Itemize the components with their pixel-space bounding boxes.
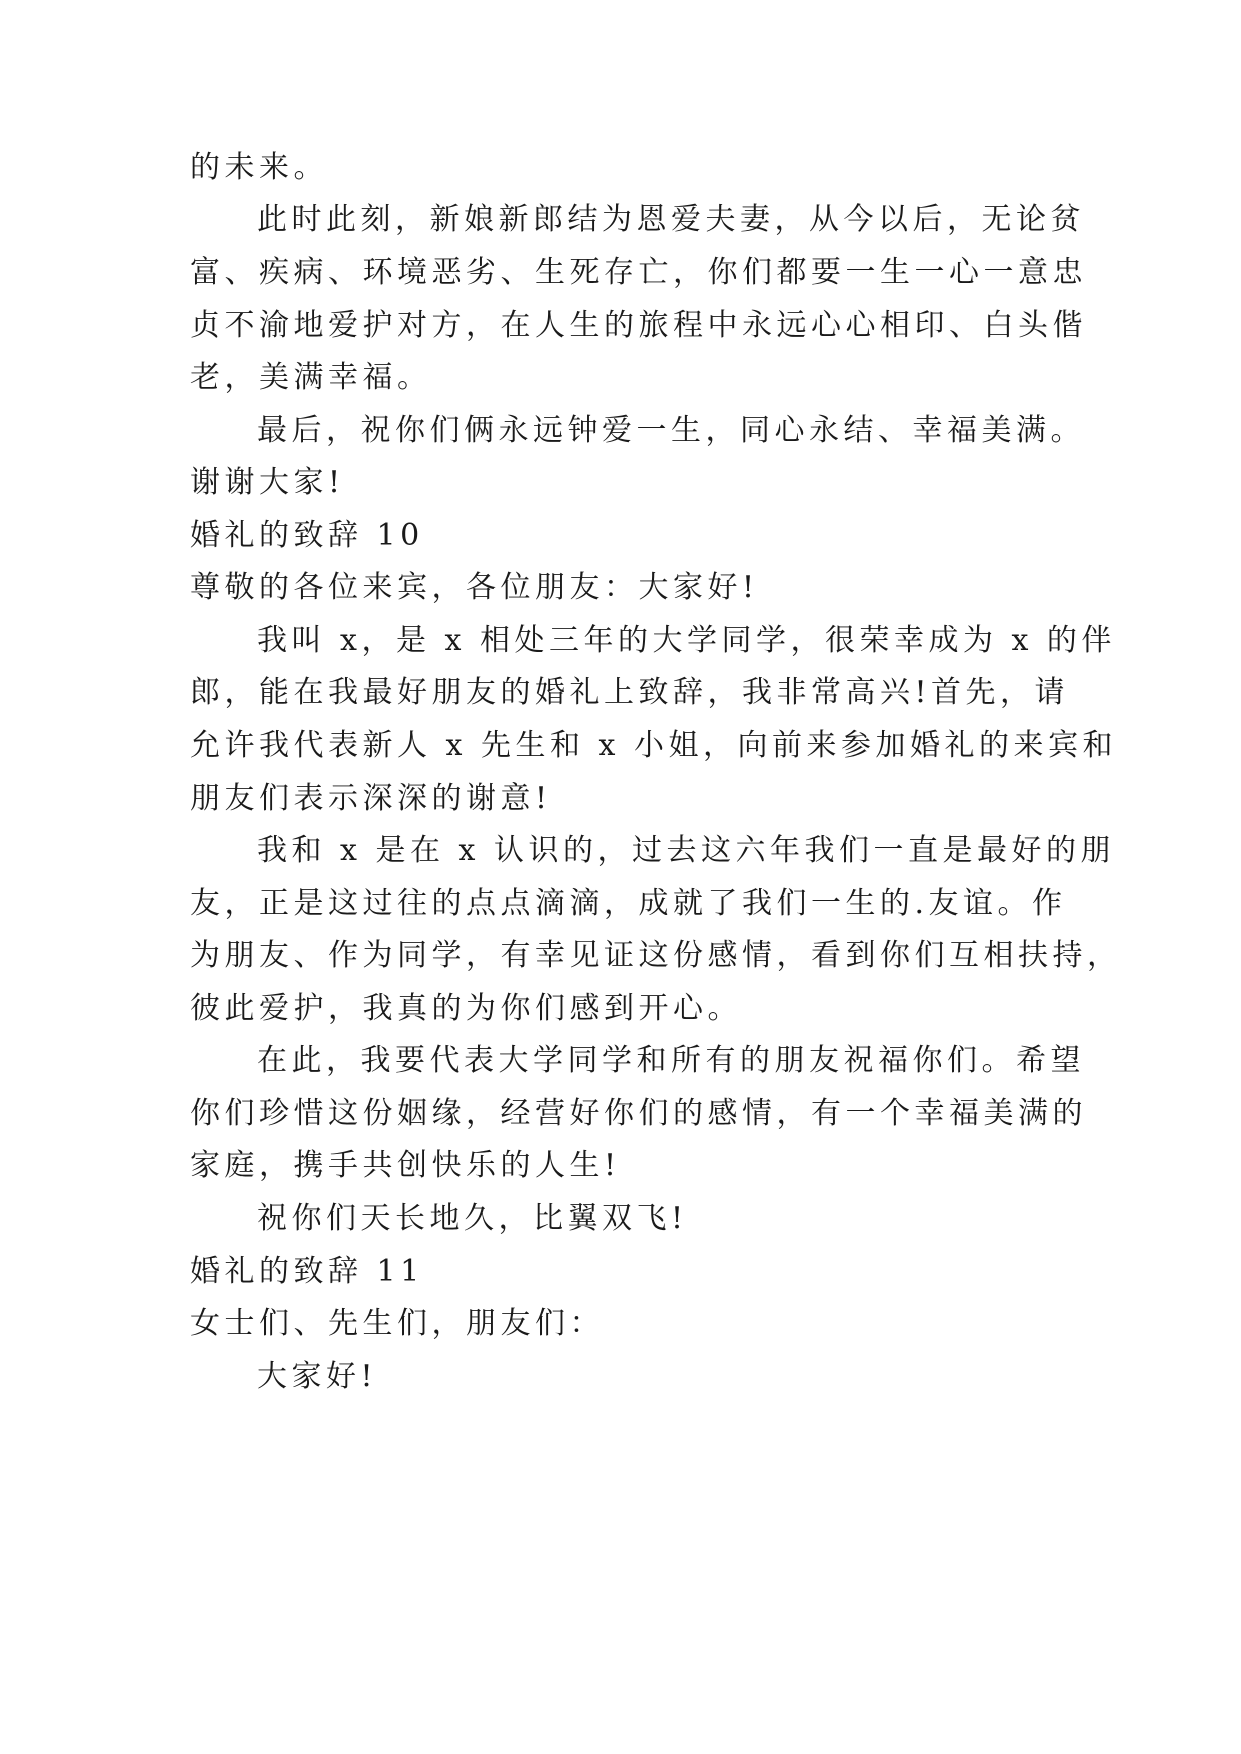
section-heading: 婚礼的致辞 10	[190, 518, 424, 553]
text-line: 家庭，携手共创快乐的人生!	[190, 1148, 621, 1183]
text-line: 允许我代表新人 x 先生和 x 小姐，向前来参加婚礼的来宾和	[190, 728, 1117, 763]
text-line: 的未来。	[190, 150, 328, 185]
text-line: 富、疾病、环境恶劣、生死存亡，你们都要一生一心一意忠	[190, 255, 1087, 290]
text-line: 贞不渝地爱护对方，在人生的旅程中永远心心相印、白头偕	[190, 308, 1087, 343]
paragraph-start: 我和 x 是在 x 认识的，过去这六年我们一直是最好的朋	[257, 833, 1115, 868]
text-line: 彼此爱护，我真的为你们感到开心。	[190, 991, 742, 1026]
paragraph-start: 我叫 x，是 x 相处三年的大学同学，很荣幸成为 x 的伴	[257, 623, 1116, 658]
section-heading: 婚礼的致辞 11	[190, 1254, 424, 1289]
salutation: 女士们、先生们，朋友们：	[190, 1306, 604, 1341]
text-line: 为朋友、作为同学，有幸见证这份感情，看到你们互相扶持，	[190, 938, 1122, 973]
text-line: 老，美满幸福。	[190, 360, 432, 395]
text-line: 你们珍惜这份姻缘，经营好你们的感情，有一个幸福美满的	[190, 1096, 1087, 1131]
paragraph-start: 祝你们天长地久，比翼双飞!	[257, 1201, 688, 1236]
paragraph-start: 在此，我要代表大学同学和所有的朋友祝福你们。希望	[257, 1043, 1085, 1078]
paragraph-start: 此时此刻，新娘新郎结为恩爱夫妻，从今以后，无论贫	[257, 202, 1085, 237]
text-line: 友，正是这过往的点点滴滴，成就了我们一生的.友谊。作	[190, 886, 1067, 921]
paragraph-start: 最后，祝你们俩永远钟爱一生，同心永结、幸福美满。	[257, 413, 1085, 448]
text-line: 郎，能在我最好朋友的婚礼上致辞，我非常高兴!首先，请	[190, 675, 1070, 710]
paragraph-start: 大家好!	[257, 1359, 378, 1394]
text-line: 朋友们表示深深的谢意!	[190, 781, 552, 816]
text-line: 谢谢大家!	[190, 465, 345, 500]
salutation: 尊敬的各位来宾，各位朋友：大家好!	[190, 570, 759, 605]
